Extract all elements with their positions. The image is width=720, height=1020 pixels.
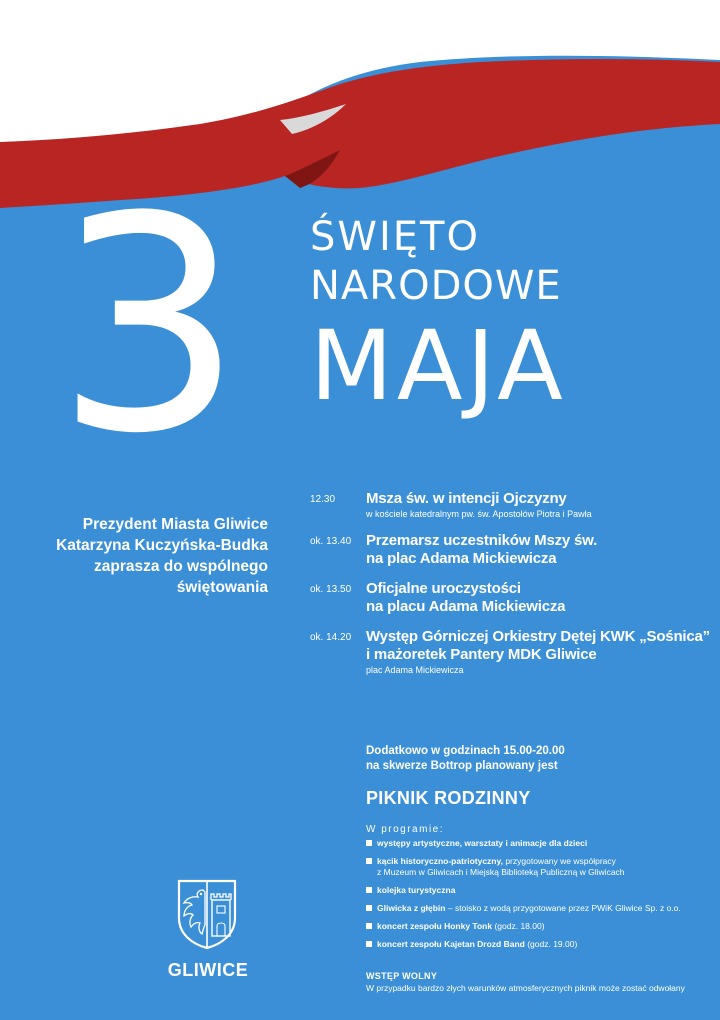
agenda-title: Przemarsz uczestników Mszy św.: [366, 532, 598, 549]
program-item: [366, 939, 718, 950]
square-bullet-icon: [366, 858, 372, 864]
extra-line: na skwerze Bottrop planowany jest: [366, 760, 558, 772]
title-narodowe: NARODOWE: [310, 263, 562, 309]
extra-info: [366, 744, 565, 774]
agenda-item: [310, 580, 710, 616]
agenda-list: [310, 490, 710, 688]
agenda-time: ok. 13.40: [310, 536, 352, 547]
weather-warning: W przypadku bardzo złych warunków atmosferycznych piknik może zostać odwołany: [366, 983, 685, 993]
program-item: [366, 838, 718, 849]
program-item: [366, 903, 718, 914]
title-maja: MAJA: [310, 310, 567, 422]
program-item-text: – stoisko z wodą przygotowane przez PWiK Gliwice Sp. z o.o.: [445, 903, 681, 913]
invitation-line: świętowania: [176, 579, 268, 596]
agenda-item: [310, 490, 710, 520]
agenda-time: ok. 13.50: [310, 584, 352, 595]
agenda-title: Msza św. w intencji Ojczyzny: [366, 490, 567, 507]
agenda-title: na plac Adama Mickiewicza: [366, 550, 557, 567]
program-item-bold: kolejka turystyczna: [377, 885, 456, 895]
invitation-line: Katarzyna Kuczyńska-Budka: [56, 537, 268, 554]
invitation-line: zaprasza do wspólnego: [94, 558, 268, 575]
extra-line: Dodatkowo w godzinach 15.00-20.00: [366, 745, 565, 757]
gliwice-crest-icon: [176, 878, 238, 950]
piknik-headline: PIKNIK RODZINNY: [366, 788, 531, 808]
agenda-time: ok. 14.20: [310, 632, 352, 643]
square-bullet-icon: [366, 887, 372, 893]
program-item-bold: koncert zespołu Kajetan Drozd Band: [377, 939, 525, 949]
agenda-title: Oficjalne uroczystości: [366, 580, 521, 597]
agenda-item: [310, 628, 710, 676]
program-item-text: przygotowany we współpracy: [502, 856, 616, 866]
agenda-item: [310, 532, 710, 568]
square-bullet-icon: [366, 840, 372, 846]
agenda-title: na placu Adama Mickiewicza: [366, 598, 566, 615]
invitation-line: Prezydent Miasta Gliwice: [82, 516, 268, 533]
city-name: GLIWICE: [167, 960, 249, 980]
program-item-bold: koncert zespołu Honky Tonk: [377, 921, 493, 931]
square-bullet-icon: [366, 941, 372, 947]
free-entry-label: WSTĘP WOLNY: [366, 971, 438, 981]
square-bullet-icon: [366, 923, 372, 929]
agenda-time: 12.30: [310, 494, 336, 505]
program-item-text: (godz. 19.00): [524, 939, 578, 949]
agenda-title: Występ Górniczej Orkiestry Dętej KWK „Sośnica”: [366, 628, 710, 645]
program-item: [366, 856, 718, 878]
program-label: W programie:: [366, 824, 445, 835]
date-number: 3: [55, 153, 238, 498]
program-item-bold: kącik historyczno-patriotyczny,: [377, 856, 503, 866]
program-list: [366, 838, 718, 957]
square-bullet-icon: [366, 905, 372, 911]
program-item: [366, 921, 718, 932]
agenda-title: i mażoretek Pantery MDK Gliwice: [366, 646, 597, 663]
agenda-subtitle: plac Adama Mickiewicza: [366, 665, 464, 675]
program-item-bold: występy artystyczne, warsztaty i animacje dla dzieci: [377, 838, 588, 848]
agenda-subtitle: w kościele katedralnym pw. św. Apostołów Piotra i Pawła: [366, 509, 592, 519]
program-item-text: (godz. 18.00): [492, 921, 545, 931]
invitation-text: [28, 514, 268, 598]
program-item-bold: Gliwicka z głębin: [377, 903, 446, 913]
title-swieto: ŚWIĘTO: [310, 214, 480, 260]
program-item-text: z Muzeum w Gliwicach i Miejską Biblioteką Publiczną w Gliwicach: [377, 867, 625, 877]
program-item: [366, 885, 718, 896]
